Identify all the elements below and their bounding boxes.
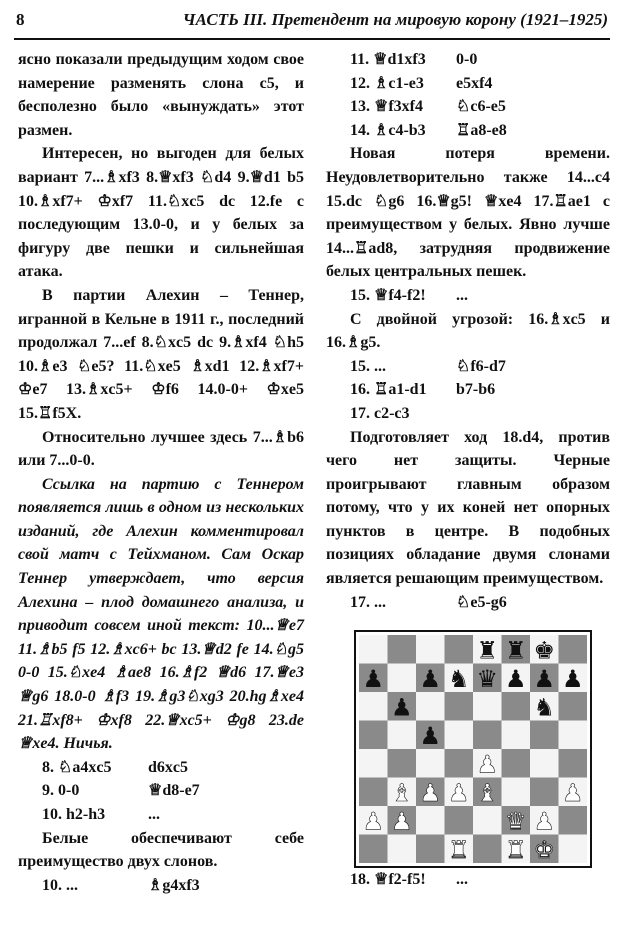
- white-move: 17. c2-c3: [350, 404, 410, 422]
- square-f3: [502, 778, 531, 807]
- white-move: 15. ♕f4-f2!: [350, 286, 426, 304]
- white-bishop-b3: ♝: [390, 779, 413, 807]
- paragraph: Белые обеспечивают себе преимущество двух слонов.: [18, 829, 304, 871]
- square-g5: [530, 721, 559, 750]
- black-move: 0-0: [456, 51, 478, 68]
- white-move: 10. h2-h3: [42, 806, 106, 823]
- square-c1: [416, 835, 445, 864]
- black-knight-d7: ♞: [447, 665, 470, 693]
- move-line: [326, 378, 610, 402]
- black-move: ♘f6-d7: [456, 357, 506, 375]
- square-h8: [559, 635, 588, 664]
- black-move: ♘e5-g6: [456, 593, 507, 611]
- paragraph: Новая потеря времени. Неудовлетворительно также 14...c4 15.dc ♘g6 16.♕g5! ♕xe4 17.♖ae1 с преимуществом у белых. Явно лучше 14...♖ad8, затрудняя продвижение белых центральных пешек.: [326, 145, 610, 281]
- black-move: ♗g4xf3: [148, 876, 200, 894]
- paragraph: ясно показали предыдущим ходом свое намерение разменять слона с5, и бесполезно было «вынуждать» этот размен.: [18, 51, 304, 139]
- square-e6: [473, 692, 502, 721]
- square-b1: [388, 835, 417, 864]
- black-king-g8: ♚: [533, 636, 556, 665]
- black-move: ...: [456, 286, 468, 304]
- move-line: [326, 119, 610, 143]
- square-a5: [359, 721, 388, 750]
- white-bishop-e3: ♝: [476, 779, 499, 807]
- move-line: [326, 591, 610, 615]
- white-rook-d1: ♜: [447, 836, 470, 864]
- square-d8: [445, 635, 474, 664]
- chess-diagram: [354, 630, 592, 868]
- black-move: ...: [148, 806, 160, 823]
- black-pawn-f7: ♟: [504, 665, 527, 693]
- white-move: 15. ...: [350, 357, 386, 375]
- black-move: ♖a8-e8: [456, 121, 507, 139]
- black-pawn-g7: ♟: [533, 665, 556, 693]
- square-b5: [388, 721, 417, 750]
- move-line: [326, 868, 610, 892]
- black-pawn-h7: ♟: [561, 665, 584, 693]
- move-line: [18, 779, 304, 803]
- square-f6: [502, 692, 531, 721]
- black-knight-g6: ♞: [533, 693, 556, 722]
- square-a8: [359, 635, 388, 664]
- page-header: [14, 4, 610, 40]
- black-move: d6xc5: [148, 758, 188, 776]
- move-line: [326, 402, 610, 426]
- black-move: ♘c6-e5: [456, 98, 506, 116]
- square-h2: [559, 806, 588, 835]
- white-pawn-b2: ♟: [390, 807, 413, 836]
- white-move: 10. ...: [42, 876, 78, 894]
- white-pawn-h3: ♟: [561, 779, 584, 807]
- move-line: [18, 756, 304, 780]
- square-a6: [359, 692, 388, 721]
- move-line: [18, 803, 304, 827]
- square-b7: [388, 664, 417, 693]
- square-e5: [473, 721, 502, 750]
- square-f5: [502, 721, 531, 750]
- move-line: [326, 284, 610, 308]
- square-g3: [530, 778, 559, 807]
- white-move: 18. ♕f2-f5!: [350, 871, 426, 889]
- running-title: ЧАСТЬ III. Претендент на мировую корону (1921–1925): [182, 10, 608, 29]
- black-move: b7-b6: [456, 381, 496, 399]
- paragraph: С двойной угрозой: 16.♗xc5 и 16.♗g5.: [326, 310, 610, 352]
- square-e2: [473, 806, 502, 835]
- square-c4: [416, 749, 445, 778]
- square-c6: [416, 692, 445, 721]
- black-rook-e8: ♜: [476, 636, 499, 665]
- move-line: [18, 874, 304, 898]
- white-rook-f1: ♜: [504, 836, 527, 864]
- square-h5: [559, 721, 588, 750]
- square-h4: [559, 749, 588, 778]
- white-move: 11. ♕d1xf3: [350, 51, 426, 68]
- paragraph: Ссылка на партию с Теннером появляется лишь в одном из нескольких изданий, где Алехин комментировал свой матч с Тейхманом. Сам Оскар Теннер утверждает, что версия Алехина – плод домашнего анализа, и приводит совсем иной текст: 10...♕e7 11.♗b5 f5 12.♗xc6+ bc 13.♕d2 fe 14.♘g5 0-0 15.♘xe4 ♗ae8 16.♗f2 ♕d6 17.♕e3 ♕g6 18.0-0 ♗f3 19.♗g3♘xg3 20.hg♗xe4 21.♖xf8+ ♔xf8 22.♕xc5+ ♔g8 23.de ♕xe4. Ничья.: [18, 475, 304, 753]
- move-line: [326, 95, 610, 119]
- black-move: e5xf4: [456, 74, 493, 92]
- chess-board: [359, 635, 587, 863]
- white-pawn-g2: ♟: [533, 807, 556, 836]
- square-h6: [559, 692, 588, 721]
- black-move: ...: [456, 871, 468, 889]
- black-pawn-b6: ♟: [390, 693, 413, 722]
- black-queen-e7: ♛: [476, 665, 499, 693]
- black-move: ♕d8-e7: [148, 782, 200, 800]
- black-pawn-c7: ♟: [419, 665, 442, 693]
- move-line: [326, 355, 610, 379]
- white-move: 16. ♖a1-d1: [350, 381, 427, 399]
- white-move: 12. ♗c1-e3: [350, 74, 424, 92]
- black-pawn-c5: ♟: [419, 722, 442, 750]
- white-move: 13. ♕f3xf4: [350, 98, 423, 116]
- square-d4: [445, 749, 474, 778]
- square-c8: [416, 635, 445, 664]
- square-f4: [502, 749, 531, 778]
- white-move: 9. 0-0: [42, 782, 80, 800]
- white-pawn-a2: ♟: [362, 807, 385, 836]
- white-move: 8. ♘a4xc5: [42, 758, 112, 776]
- white-pawn-c3: ♟: [419, 779, 442, 807]
- square-h1: [559, 835, 588, 864]
- black-rook-f8: ♜: [504, 636, 527, 665]
- square-c2: [416, 806, 445, 835]
- square-g4: [530, 749, 559, 778]
- square-d6: [445, 692, 474, 721]
- paragraph: Относительно лучшее здесь 7...♗b6 или 7...0-0.: [18, 428, 304, 470]
- paragraph: Подготовляет ход 18.d4, против чего нет защиты. Черные проигрывают главным образом потому, что у их коней нет опорных пунктов в центре. В подобных позициях обладание двумя слонами является решающим преимуществом.: [326, 428, 610, 588]
- square-d5: [445, 721, 474, 750]
- square-d2: [445, 806, 474, 835]
- square-a1: [359, 835, 388, 864]
- black-move: [456, 402, 610, 426]
- white-pawn-e4: ♟: [476, 750, 499, 779]
- white-move: 17. ...: [350, 593, 386, 611]
- paragraph: В партии Алехин – Теннер, игранной в Кельне в 1911 г., последний продолжал 7...ef 8.♘xc5 dc 9.♗xf4 ♘h5 10.♗e3 ♘e5? 11.♘xe5 ♗xd1 12.♗xf7+ ♔e7 13.♗xc5+ ♔f6 14.0-0+ ♔xe5 15.♖f5X.: [18, 286, 304, 422]
- square-e1: [473, 835, 502, 864]
- white-pawn-d3: ♟: [447, 779, 470, 807]
- white-move: 14. ♗c4-b3: [350, 121, 426, 139]
- move-line: [326, 72, 610, 96]
- move-line: [326, 48, 610, 72]
- black-pawn-a7: ♟: [362, 665, 385, 693]
- square-b4: [388, 749, 417, 778]
- left-column: [18, 48, 304, 897]
- white-queen-f2: ♛: [504, 807, 527, 836]
- square-a3: [359, 778, 388, 807]
- page-number: 8: [16, 10, 25, 29]
- white-king-g1: ♚: [533, 836, 556, 864]
- square-a4: [359, 749, 388, 778]
- right-column: [326, 48, 610, 892]
- square-b8: [388, 635, 417, 664]
- paragraph: Интересен, но выгоден для белых вариант 7...♗xf3 8.♕xf3 ♘d4 9.♕d1 b5 10.♗xf7+ ♔xf7 11.♘xc5 dc 12.fe с последующим 13.0-0, и у белых за фигуру две пешки и сильнейшая атака.: [18, 145, 304, 281]
